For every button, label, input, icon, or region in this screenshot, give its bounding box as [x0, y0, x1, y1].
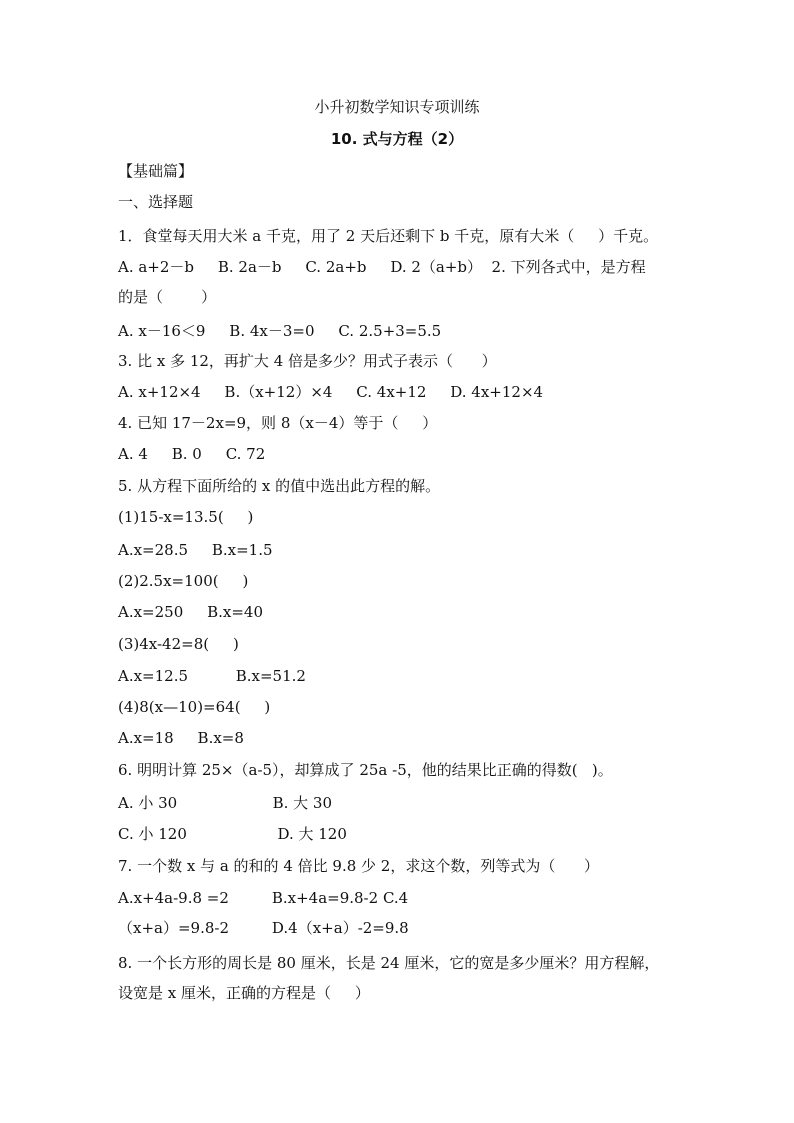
answer-options-line: A.x=28.5 B.x=1.5 [118, 541, 273, 559]
question-line: 4. 已知 17－2x=9，则 8（x－4）等于（ ） [118, 414, 438, 432]
question-line: 7. 一个数 x 与 a 的和的 4 倍比 9.8 少 2，求这个数，列等式为（ ） [118, 857, 599, 875]
question-line: 1．食堂每天用大米 a 千克，用了 2 天后还剩下 b 千克，原有大米（ ）千克。 [118, 227, 659, 245]
question-line: 6. 明明计算 25×（a-5），却算成了 25a -5，他的结果比正确的得数( )。 [118, 761, 613, 779]
answer-options-line: A.x=18 B.x=8 [118, 729, 244, 747]
section-label: 【基础篇】 [118, 162, 194, 180]
sub-question-line: (2)2.5x=100( ) [118, 572, 249, 590]
page-title: 小升初数学知识专项训练 [314, 98, 480, 116]
answer-options-line: A. 小 30 B. 大 30 [118, 794, 332, 812]
part-heading: 一、选择题 [118, 193, 194, 211]
answer-options-line: A.x=250 B.x=40 [118, 603, 264, 621]
answer-options-line: A.x=12.5 B.x=51.2 [118, 667, 306, 685]
answer-options-line: C. 小 120 D. 大 120 [118, 825, 347, 843]
answer-options-line: A. a+2－b B. 2a－b C. 2a+b D. 2（a+b） 2. 下列各式中，是方程 [118, 258, 646, 276]
sub-question-line: (4)8(x—10)=64( ) [118, 698, 271, 716]
answer-options-line: （x+a）=9.8-2 D.4（x+a）-2=9.8 [118, 919, 409, 937]
answer-options-line: A. 4 B. 0 C. 72 [118, 445, 266, 463]
question-line: 5. 从方程下面所给的 x 的值中选出此方程的解。 [118, 477, 441, 495]
question-line: 设宽是 x 厘米，正确的方程是（ ） [118, 984, 370, 1002]
answer-options-line: A. x+12×4 B.（x+12）×4 C. 4x+12 D. 4x+12×4 [118, 383, 544, 401]
question-line: 8. 一个长方形的周长是 80 厘米，长是 24 厘米，它的宽是多少厘米？用方程解， [118, 954, 660, 972]
question-line: 的是（ ） [118, 288, 217, 306]
answer-options-line: A.x+4a-9.8 =2 B.x+4a=9.8-2 C.4 [118, 889, 409, 907]
answer-options-line: A. x－16＜9 B. 4x－3=0 C. 2.5+3=5.5 [118, 322, 442, 340]
sub-question-line: (1)15-x=13.5( ) [118, 508, 254, 526]
sub-question-line: (3)4x-42=8( ) [118, 635, 239, 653]
question-line: 3. 比 x 多 12，再扩大 4 倍是多少？用式子表示（ ） [118, 352, 497, 370]
page-subtitle: 10. 式与方程（2） [330, 130, 464, 148]
